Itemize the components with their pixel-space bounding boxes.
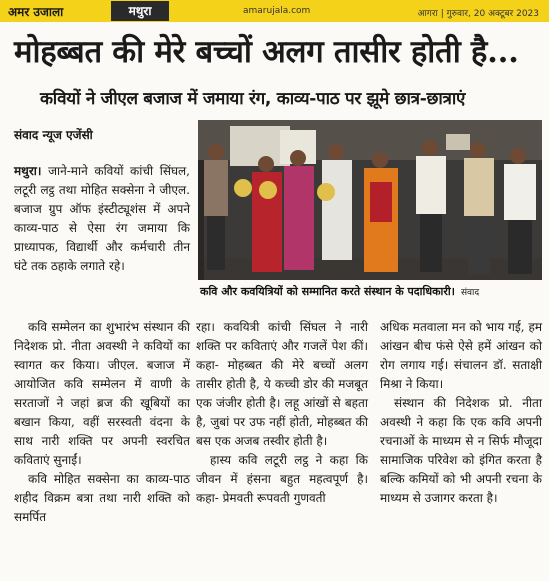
byline: संवाद न्यूज एजेंसी xyxy=(14,128,93,142)
article-paragraph: कवि सम्मेलन का शुभारंभ संस्थान की निदेशक प्रो. नीता अवस्थी ने कवियों का स्वागत कर किया। जीएल. बजाज में आयोजित कवि सम्मेलन में वाणी के सरताजों ने जहां ब्रज की खूबियों का बखान किया, वहीं सरस्वती वंदना के साथ नारी शक्ति पर अपनी स्वरचित कविताएं सुनाईं। xyxy=(14,320,190,467)
subheadline: कवियों ने जीएल बजाज में जमाया रंग, काव्य-पाठ पर झूमे छात्र-छात्राएं xyxy=(40,89,466,109)
photo-caption xyxy=(200,284,544,299)
site-url: amarujala.com xyxy=(243,6,311,16)
issue-date: आगरा | गुरुवार, 20 अक्टूबर 2023 xyxy=(417,9,539,19)
city-tag: मथुरा xyxy=(111,1,169,21)
article-paragraph: रहा। कवयित्री कांची सिंघल ने नारी शक्ति पर कविताएं और गजलें पेश कीं। कहा- मोहब्बत की मेरे बच्चों अलग तासीर होती है, ये कच्ची डोर की मजबूत एक जंजीर होती है। लहू आंखों से बहता है, जुबां पर उफ नहीं होती, मोहब्बत की बस एक अजब तस्वीर होती है। xyxy=(196,320,368,448)
article-column-2 xyxy=(196,318,368,508)
masthead-bar xyxy=(0,0,549,22)
article-paragraph: जाने-माने कवियों कांची सिंघल, लटूरी लट्ठ तथा मोहित सक्सेना ने जीएल. बजाज ग्रुप ऑफ इंस्टीट्यूशंस में अपने काव्य-पाठ से ऐसा रंग जमाया कि प्राध्यापक, विद्यार्थी और कर्मचारी तीन घंटे तक ठहाके लगाते रहे। xyxy=(14,164,190,273)
dateline-city: मथुरा। xyxy=(14,164,42,178)
article-paragraph: अधिक मतवाला मन को भाय गई, हम आंखन बीच फंसे ऐसे हमें आंखन को रोग लगाय गई। संचालन डॉ. सताक्षी मिश्रा ने किया। xyxy=(380,320,542,391)
headline: मोहब्बत की मेरे बच्चों अलग तासीर होती है... xyxy=(14,34,519,70)
article-column-3 xyxy=(380,318,542,508)
photo-credit: संवाद xyxy=(460,288,480,298)
article-column-1-bottom xyxy=(14,318,190,527)
event-photo xyxy=(198,120,542,280)
article-column-1-top xyxy=(14,162,190,276)
article-paragraph: हास्य कवि लटूरी लट्ठ ने कहा कि जीवन में हंसना बहुत महत्वपूर्ण है। कहा- प्रेमवती रूपवती गुणवती xyxy=(196,453,368,505)
photo-caption-text: कवि और कवयित्रियों को सम्मानित करते संस्थान के पदाधिकारी। xyxy=(200,285,455,298)
event-photo-image xyxy=(198,120,542,280)
article-paragraph: संस्थान की निदेशक प्रो. नीता अवस्थी ने कहा कि एक कवि अपनी रचनाओं के माध्यम से न सिर्फ मौजूदा सामाजिक परिवेश को इंगित करता है बल्कि कमियों को भी अपनी रचना के माध्यम से उजागर करता है। xyxy=(380,396,542,505)
article-paragraph: कवि मोहित सक्सेना का काव्य-पाठ शहीद विक्रम बत्रा तथा नारी शक्ति को समर्पित xyxy=(14,472,190,524)
newspaper-logo: अमर उजाला xyxy=(8,5,64,19)
